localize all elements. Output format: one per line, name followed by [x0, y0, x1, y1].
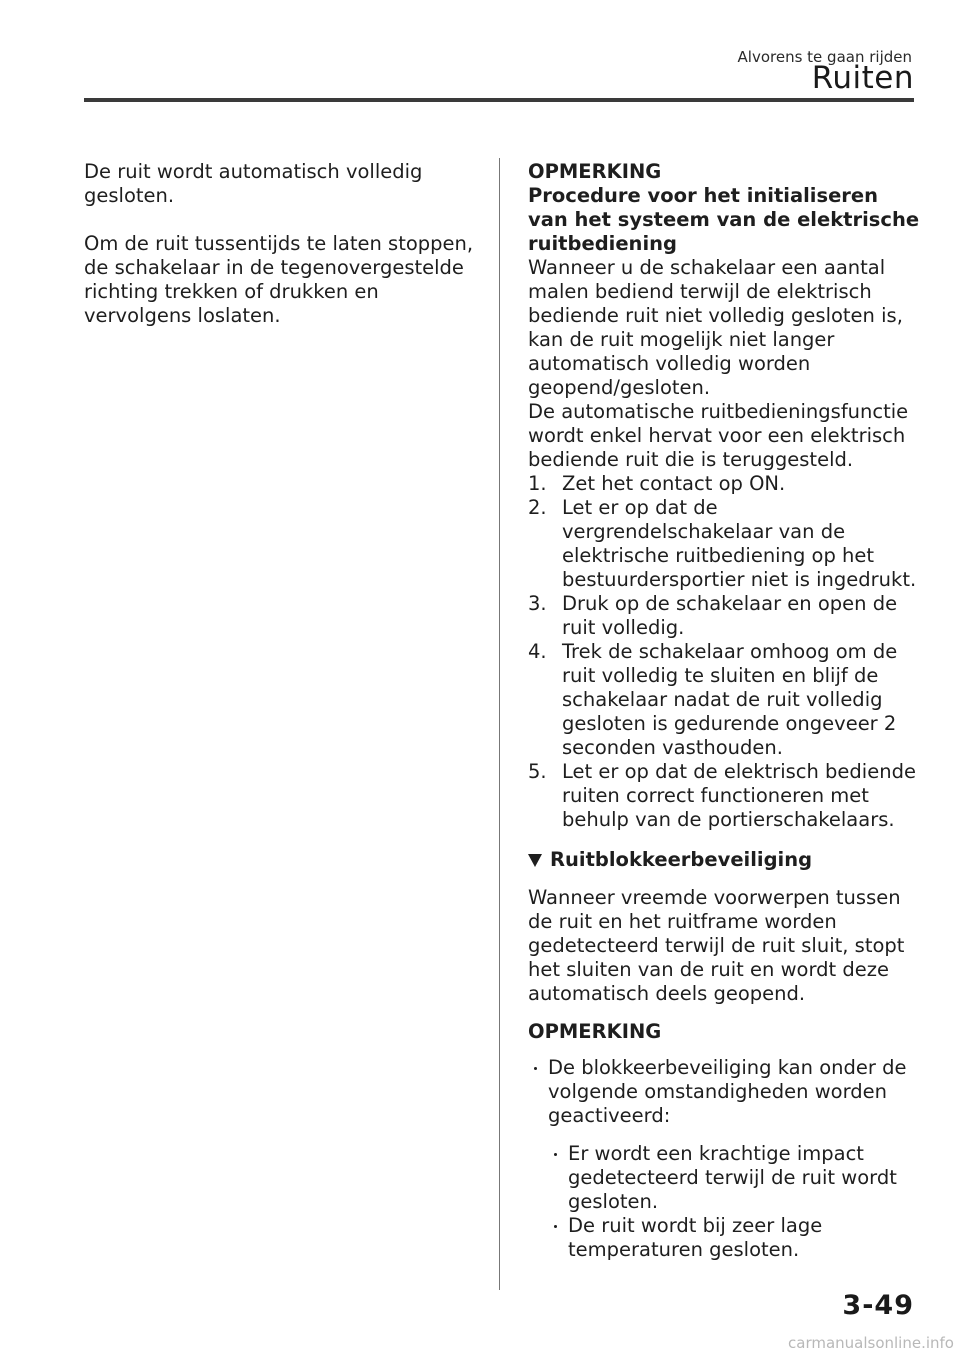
- sub-bullet-list: [548, 1142, 920, 1262]
- bullet-dot-icon: [554, 1225, 557, 1228]
- left-paragraph-1: De ruit wordt automatisch volledig gesloten.: [84, 160, 423, 207]
- step-item: [528, 472, 920, 496]
- section-heading-text: Ruitblokkeerbeveiliging: [550, 848, 813, 871]
- step-item: [528, 640, 920, 760]
- section-paragraph: Wanneer vreemde voorwerpen tussen de ruit en het ruitframe worden gedetecteerd terwijl de ruit sluit, stopt het sluiten van de ruit en wordt deze automatisch deels geopend.: [528, 886, 905, 1005]
- step-text: Trek de schakelaar omhoog om de ruit volledig te sluiten en blijf de schakelaar nadat de ruit volledig gesloten is gedurende ongeveer 2 seconden vasthouden.: [562, 640, 898, 759]
- list-item: [528, 1056, 920, 1262]
- step-number: 5.: [528, 760, 547, 783]
- step-text: Druk op de schakelaar en open de ruit volledig.: [562, 592, 898, 639]
- note-label-2: OPMERKING: [528, 1020, 662, 1043]
- step-item: [528, 760, 920, 832]
- step-number: 1.: [528, 472, 547, 495]
- page-title: Ruiten: [811, 60, 914, 96]
- bullet-dot-icon: [554, 1153, 557, 1156]
- triangle-down-icon: [528, 854, 542, 867]
- note-label-1: OPMERKING: [528, 160, 662, 183]
- right-column: [528, 160, 920, 1262]
- step-number: 2.: [528, 496, 547, 519]
- step-text: Let er op dat de elektrisch bediende ruiten correct functioneren met behulp van de portierschakelaars.: [562, 760, 916, 831]
- header-section-label: Alvorens te gaan rijden: [737, 48, 912, 66]
- sub-bullet-text: De ruit wordt bij zeer lage temperaturen gesloten.: [568, 1214, 823, 1261]
- bullet-dot-icon: [534, 1067, 537, 1070]
- note-bullet-list: [528, 1056, 920, 1262]
- left-column: [84, 160, 476, 328]
- step-item: [528, 592, 920, 640]
- step-text: Zet het contact op ON.: [562, 472, 786, 495]
- page-number: 3-49: [842, 1290, 914, 1321]
- list-item: [548, 1214, 920, 1262]
- list-item: [548, 1142, 920, 1214]
- steps-list: [528, 472, 920, 832]
- step-item: [528, 496, 920, 592]
- watermark: carmanualsonline.info: [788, 1334, 954, 1352]
- step-text: Let er op dat de vergrendelschakelaar van de elektrische ruitbediening op het bestuurdersportier niet is ingedrukt.: [562, 496, 917, 591]
- step-number: 3.: [528, 592, 547, 615]
- section-heading: [528, 848, 920, 872]
- bullet-text: De blokkeerbeveiliging kan onder de volgende omstandigheden worden geactiveerd:: [548, 1056, 907, 1127]
- header-rule: [84, 98, 914, 102]
- column-divider: [499, 158, 500, 1290]
- sub-bullet-text: Er wordt een krachtige impact gedetecteerd terwijl de ruit wordt gesloten.: [568, 1142, 897, 1213]
- note-heading: Procedure voor het initialiseren van het systeem van de elektrische ruitbediening: [528, 184, 920, 255]
- step-number: 4.: [528, 640, 547, 663]
- note-paragraph-1: Wanneer u de schakelaar een aantal malen bediend terwijl de elektrisch bediende ruit niet volledig gesloten is, kan de ruit mogelijk niet langer automatisch volledig worden geopend/gesloten.: [528, 256, 903, 399]
- note-paragraph-2: De automatische ruitbedieningsfunctie wordt enkel hervat voor een elektrisch bediende ruit die is teruggesteld.: [528, 400, 909, 471]
- left-paragraph-2: Om de ruit tussentijds te laten stoppen, de schakelaar in de tegenovergestelde richting trekken of drukken en vervolgens loslaten.: [84, 232, 474, 327]
